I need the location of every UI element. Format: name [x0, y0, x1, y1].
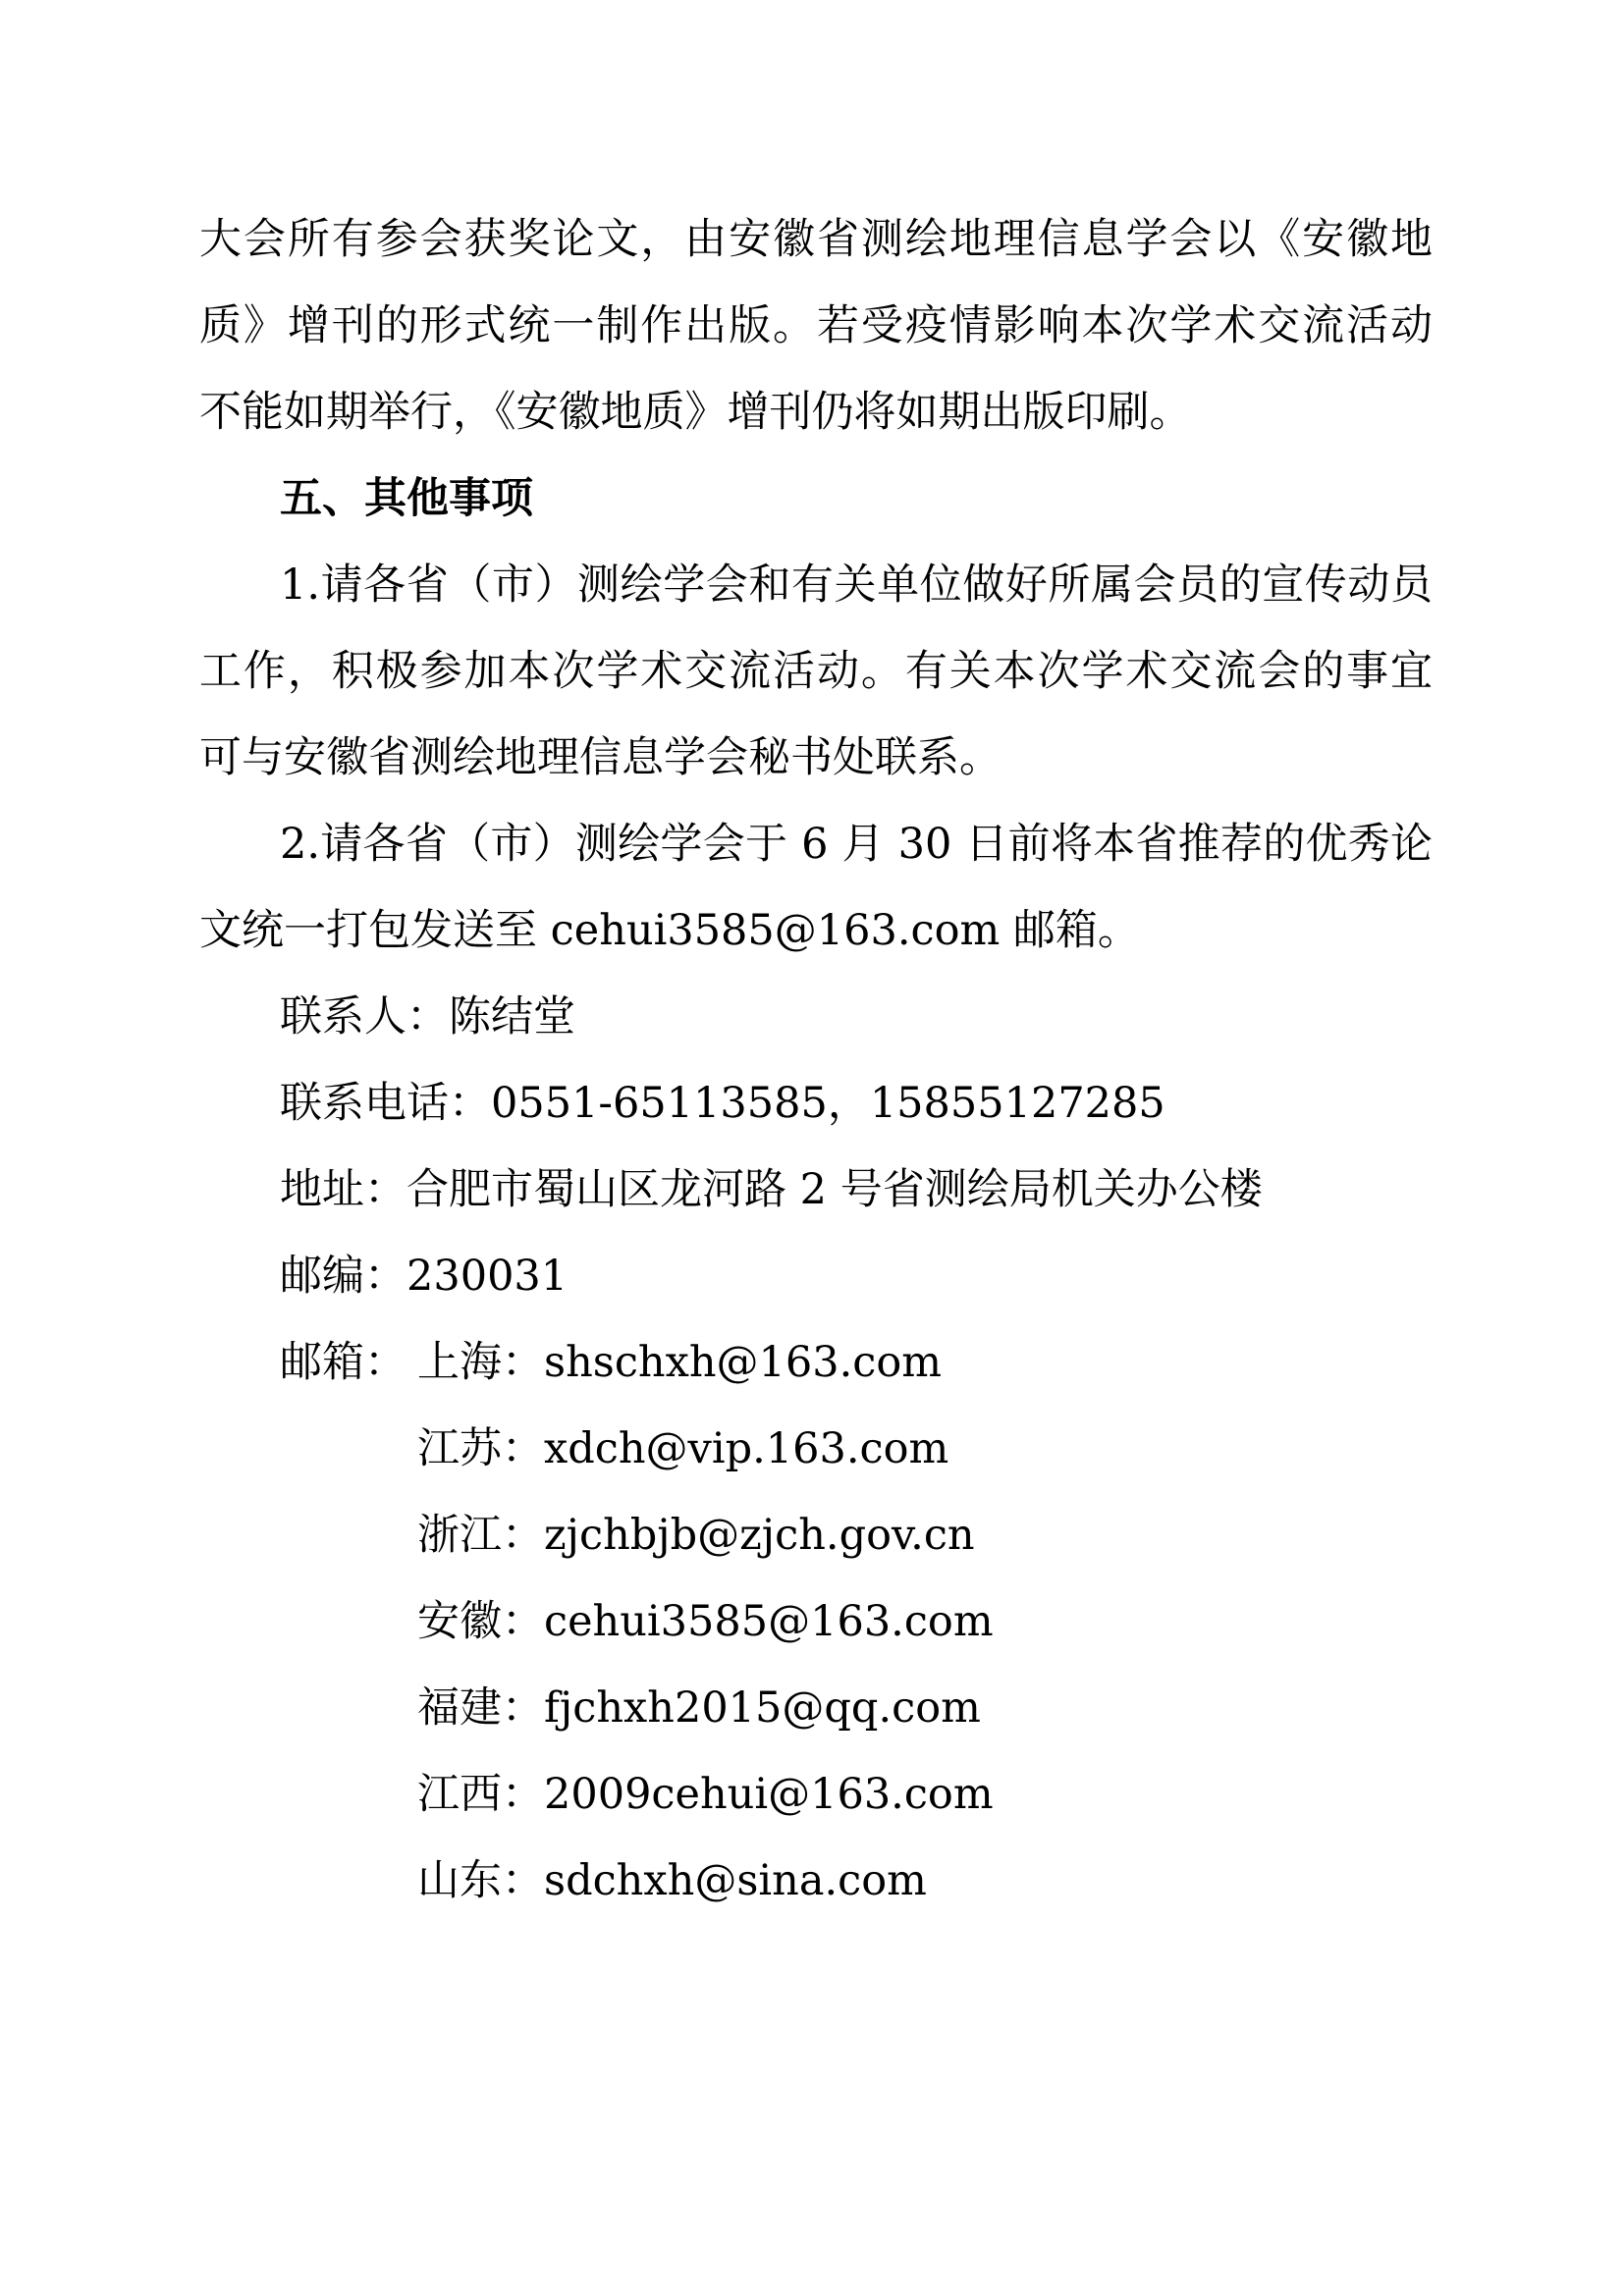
- email-shanghai: 上海：shschxh@163.com: [417, 1338, 943, 1387]
- email-jiangsu: 江苏：xdch@vip.163.com: [417, 1424, 949, 1473]
- contact-address: 地址：合肥市蜀山区龙河路 2 号省测绘局机关办公楼: [280, 1165, 1263, 1214]
- contact-phone: 联系电话：0551-65113585，15855127285: [280, 1079, 1165, 1128]
- email-zhejiang: 浙江：zjchbjb@zjch.gov.cn: [417, 1511, 975, 1560]
- intro-line-1: 大会所有参会获奖论文，由安徽省测绘地理信息学会以《安徽地: [199, 215, 1433, 264]
- email-fujian: 福建：fjchxh2015@qq.com: [417, 1683, 981, 1733]
- contact-postcode: 邮编：230031: [280, 1252, 568, 1301]
- section-heading: 五、其他事项: [280, 474, 533, 523]
- email-shandong: 山东：sdchxh@sina.com: [417, 1856, 927, 1905]
- intro-line-3: 不能如期举行，《安徽地质》增刊仍将如期出版印刷。: [199, 388, 1192, 437]
- item1-line-1: 1.请各省（市）测绘学会和有关单位做好所属会员的宣传动员: [280, 561, 1433, 610]
- intro-line-2: 质》增刊的形式统一制作出版。若受疫情影响本次学术交流活动: [199, 301, 1433, 350]
- email-label: 邮箱：: [280, 1338, 406, 1387]
- item1-line-2: 工作，积极参加本次学术交流活动。有关本次学术交流会的事宜: [199, 647, 1433, 696]
- item2-line-2: 文统一打包发送至 cehui3585@163.com 邮箱。: [199, 906, 1140, 955]
- item1-line-3: 可与安徽省测绘地理信息学会秘书处联系。: [199, 733, 1001, 782]
- email-jiangxi: 江西：2009cehui@163.com: [417, 1770, 994, 1819]
- item2-line-1: 2.请各省（市）测绘学会于 6 月 30 日前将本省推荐的优秀论: [280, 820, 1433, 869]
- email-anhui: 安徽：cehui3585@163.com: [417, 1597, 994, 1646]
- contact-person: 联系人：陈结堂: [280, 992, 575, 1041]
